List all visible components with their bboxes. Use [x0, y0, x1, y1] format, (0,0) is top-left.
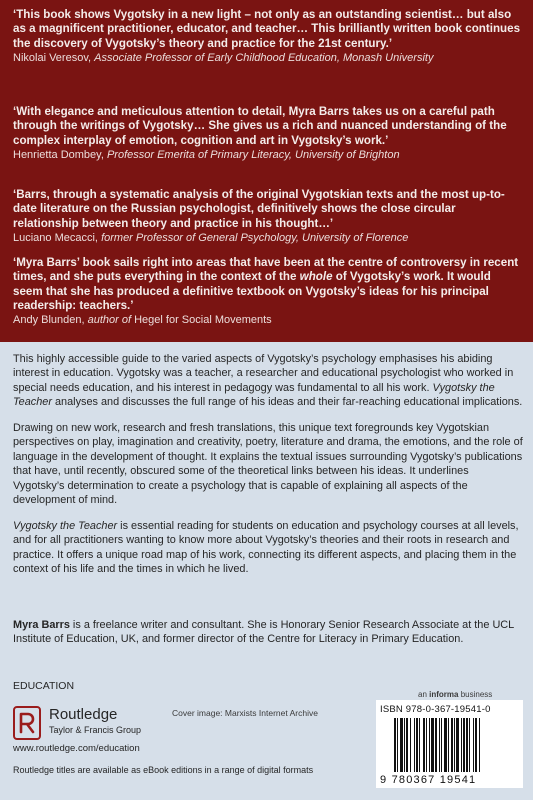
barcode-bar [397, 718, 398, 772]
barcode-bar [404, 718, 405, 772]
endorsement-text: ‘Barrs, through a systematic analysis of the original Vygotskian texts and the most up-to-date literature on the Russian psychologist, definitively shows the close circular relationship between theory and practice in his thought…’ [13, 188, 505, 230]
barcode-bar [448, 718, 449, 772]
endorsement-4 [13, 256, 521, 327]
category-label: EDUCATION [13, 680, 75, 692]
endorsement-text: ‘This book shows Vygotsky in a new light – not only as an outstanding scientist… but also as a magnificent practitioner, educator, and teacher… This brilliantly written book continues the discovery of Vygotsky’s theory and practice for the 21st century.’ [13, 8, 521, 50]
description-paragraph-1: This highly accessible guide to the varied aspects of Vygotsky’s psychology emphasises his abiding interest in education. Vygotsky was a teacher, a researcher and educational psychologist who worked in special needs education, and his interest in pedagogy was fundamental to all his work. Vygotsky the Teacher analyses and discusses the full range of his ideas and their far-reaching educational implications. [13, 353, 523, 409]
barcode-box [376, 700, 523, 788]
publisher-url[interactable]: www.routledge.com/education [13, 743, 140, 754]
cover-credit: Cover image: Marxists Internet Archive [172, 708, 318, 718]
publisher-group: Taylor & Francis Group [49, 725, 142, 735]
barcode-bar [451, 718, 453, 772]
barcode-bar [479, 718, 480, 772]
barcode-bar [431, 718, 434, 772]
endorsement-author: Andy Blunden, author of Hegel for Social Movements [13, 314, 272, 327]
barcode-bar [439, 718, 440, 772]
endorsement-text: ‘Myra Barrs’ book sails right into areas that have been at the centre of controversy in recent times, and she puts everything in the context of the whole of Vygotsky’s work. It would seem that she has produced a definitive textbook on Vygotsky’s ideas for his principal readership: teachers.’ [13, 256, 519, 312]
barcode-bar [444, 718, 447, 772]
endorsement-author: Henrietta Dombey, Professor Emerita of Primary Literacy, University of Brighton [13, 148, 400, 161]
routledge-r-icon [13, 706, 41, 740]
endorsement-1 [13, 8, 521, 65]
barcode-bar [435, 718, 437, 772]
barcode-bar [429, 718, 430, 772]
isbn-label: ISBN 978-0-367-19541-0 [380, 704, 491, 715]
description-paragraph-3: Vygotsky the Teacher is essential reading for students on education and psychology courses at all levels, and for all practitioners wanting to know more about Vygotsky’s theories and their roots in research and practice. It offers a unique road map of his work, connecting its different aspects, and placing them in the context of his life and the times in which he lived. [13, 520, 519, 576]
ebook-footnote: Routledge titles are available as eBook editions in a range of digital formats [13, 765, 314, 775]
barcode-bar [463, 718, 465, 772]
endorsement-author: Nikolai Veresov, Associate Professor of Early Childhood Education, Monash University [13, 51, 434, 64]
barcode-bar [416, 718, 418, 772]
barcode-icon [394, 718, 506, 774]
endorsement-banner [0, 0, 533, 342]
publisher-logo [13, 704, 213, 744]
barcode-bar [461, 718, 462, 772]
barcode-bar [406, 718, 408, 772]
barcode-bar [475, 718, 477, 772]
barcode-bar [423, 718, 425, 772]
barcode-bar [400, 718, 403, 772]
barcode-bar [394, 718, 396, 772]
author-bio: Myra Barrs is a freelance writer and consultant. She is Honorary Senior Research Associate at the UCL Institute of Education, UK, and former director of the Centre for Literacy in Primary Education. [13, 619, 514, 646]
barcode-bar [473, 718, 474, 772]
endorsement-3 [13, 188, 521, 245]
barcode-bar [426, 718, 427, 772]
barcode-bar [441, 718, 442, 772]
description-paragraph-2: Drawing on new work, research and fresh translations, this unique text foregrounds key Vygotskian perspectives on play, imagination and creativity, poetry, literature and drama, the emotions, and the role of language in the development of thought. It explains the textual issues surrounding Vygotsky’s publications that have, until recently, obscured some of the theoretical links between his ideas. It underlines Vygotsky’s determination to create a psychology that is capable of explaining all aspects of the development of mind. [13, 422, 523, 507]
barcode-bar [419, 718, 420, 772]
endorsement-text: ‘With elegance and meticulous attention to detail, Myra Barrs takes us on a careful path through the writings of Vygotsky… She gives us a rich and nuanced understanding of the complex interplay of emotion, cognition and art in Vygotsky’s work.’ [13, 105, 507, 147]
barcode-digits: 9 780367 19541 [380, 774, 477, 786]
barcode-bar [414, 718, 415, 772]
informa-business: an informa business [418, 690, 493, 699]
endorsement-2 [13, 105, 521, 162]
barcode-bar [469, 718, 470, 772]
barcode-bar [410, 718, 411, 772]
publisher-name: Routledge [49, 706, 118, 723]
barcode-bar [454, 718, 455, 772]
endorsement-author: Luciano Mecacci, former Professor of General Psychology, University of Florence [13, 231, 409, 244]
barcode-bar [466, 718, 468, 772]
barcode-bar [456, 718, 459, 772]
